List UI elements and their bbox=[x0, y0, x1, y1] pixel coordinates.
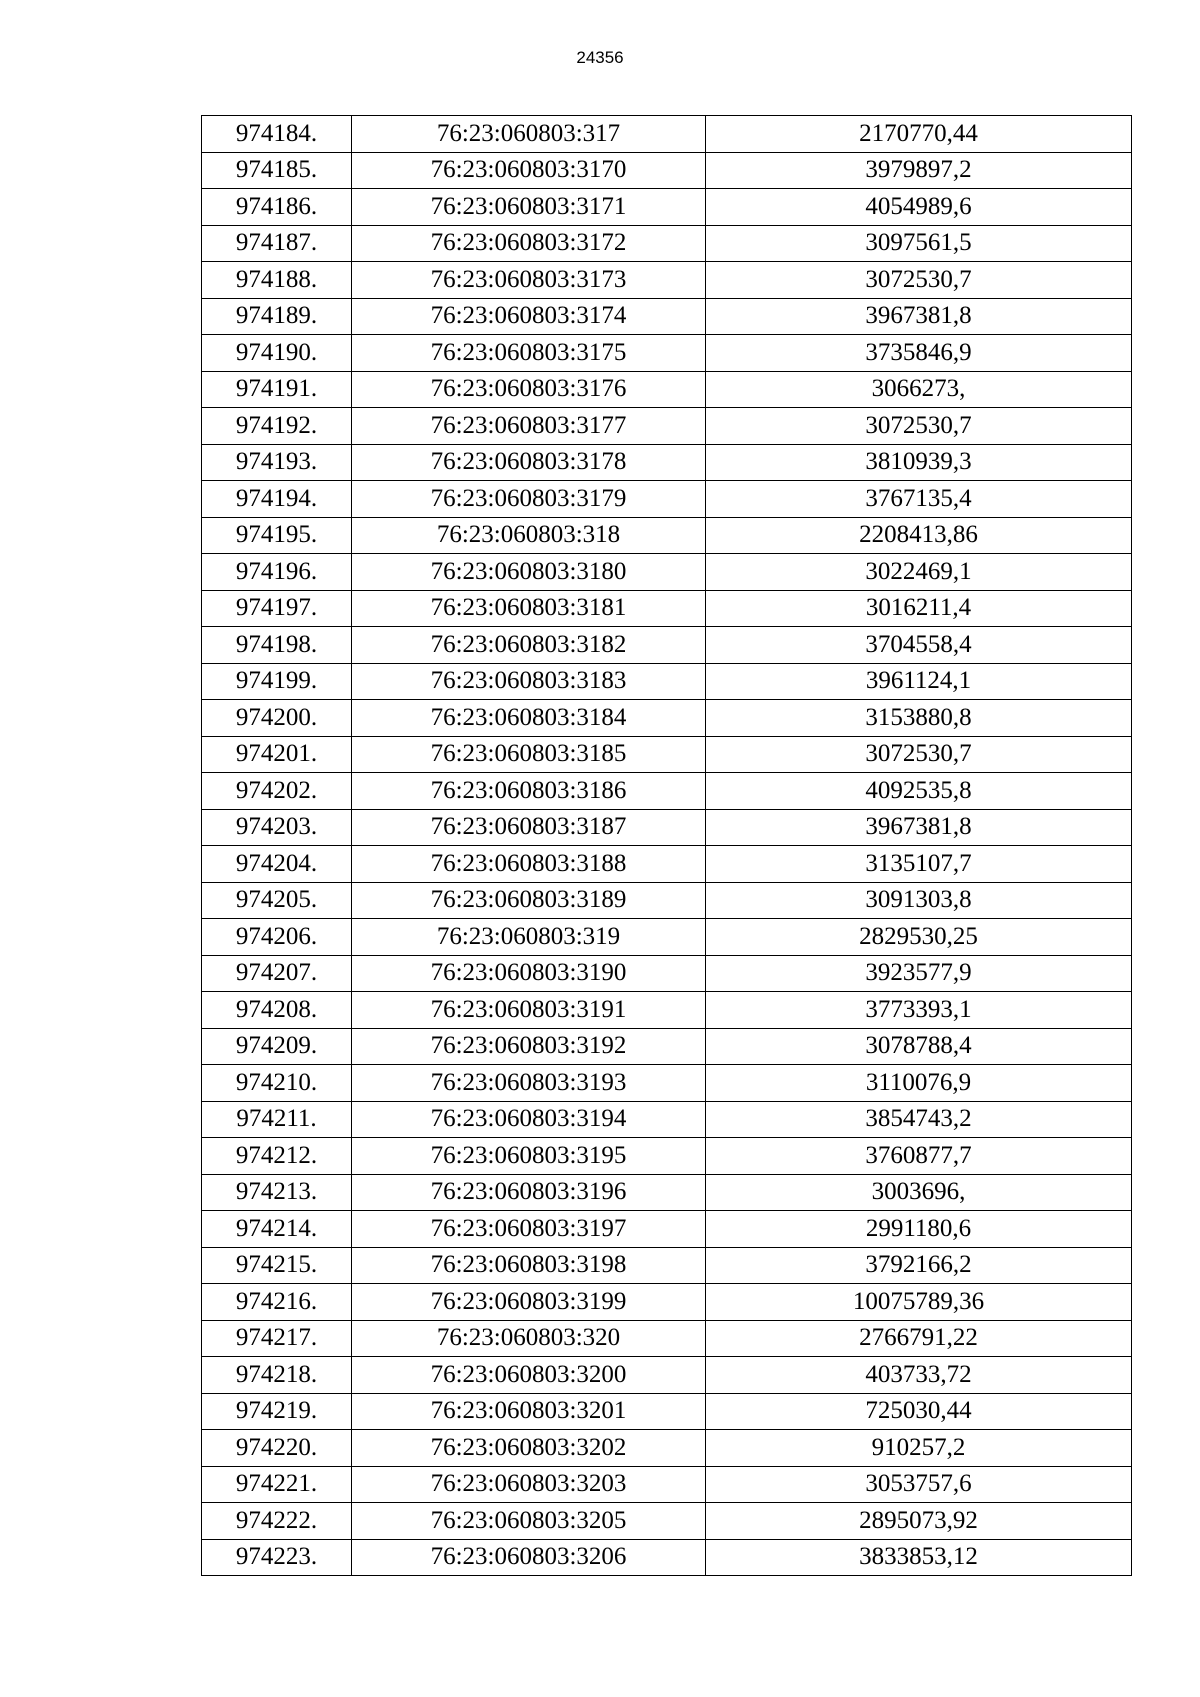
value-cell: 3066273, bbox=[706, 371, 1132, 408]
table-row bbox=[202, 298, 1132, 335]
cadastral-number-cell: 76:23:060803:3196 bbox=[352, 1174, 706, 1211]
cadastral-number-cell: 76:23:060803:3187 bbox=[352, 809, 706, 846]
table-row bbox=[202, 955, 1132, 992]
row-number-cell: 974216. bbox=[202, 1284, 352, 1321]
row-number-cell: 974205. bbox=[202, 882, 352, 919]
table-row bbox=[202, 225, 1132, 262]
value-cell: 3072530,7 bbox=[706, 736, 1132, 773]
row-number-cell: 974215. bbox=[202, 1247, 352, 1284]
cadastral-number-cell: 76:23:060803:3199 bbox=[352, 1284, 706, 1321]
cadastral-number-cell: 76:23:060803:3179 bbox=[352, 481, 706, 518]
row-number-cell: 974218. bbox=[202, 1357, 352, 1394]
row-number-cell: 974192. bbox=[202, 408, 352, 445]
row-number-cell: 974200. bbox=[202, 700, 352, 737]
row-number-cell: 974189. bbox=[202, 298, 352, 335]
row-number-cell: 974206. bbox=[202, 919, 352, 956]
value-cell: 2895073,92 bbox=[706, 1503, 1132, 1540]
value-cell: 3961124,1 bbox=[706, 663, 1132, 700]
row-number-cell: 974221. bbox=[202, 1466, 352, 1503]
value-cell: 2170770,44 bbox=[706, 116, 1132, 153]
cadastral-number-cell: 76:23:060803:3193 bbox=[352, 1065, 706, 1102]
value-cell: 3735846,9 bbox=[706, 335, 1132, 372]
cadastral-number-cell: 76:23:060803:3181 bbox=[352, 590, 706, 627]
table-row bbox=[202, 663, 1132, 700]
value-cell: 3053757,6 bbox=[706, 1466, 1132, 1503]
table-row bbox=[202, 773, 1132, 810]
row-number-cell: 974213. bbox=[202, 1174, 352, 1211]
cadastral-number-cell: 76:23:060803:317 bbox=[352, 116, 706, 153]
value-cell: 3967381,8 bbox=[706, 809, 1132, 846]
row-number-cell: 974217. bbox=[202, 1320, 352, 1357]
cadastral-number-cell: 76:23:060803:3201 bbox=[352, 1393, 706, 1430]
row-number-cell: 974204. bbox=[202, 846, 352, 883]
cadastral-number-cell: 76:23:060803:3178 bbox=[352, 444, 706, 481]
value-cell: 403733,72 bbox=[706, 1357, 1132, 1394]
page-number: 24356 bbox=[576, 48, 624, 67]
table-row bbox=[202, 1393, 1132, 1430]
cadastral-number-cell: 76:23:060803:3188 bbox=[352, 846, 706, 883]
table-row bbox=[202, 992, 1132, 1029]
table-row bbox=[202, 1138, 1132, 1175]
row-number-cell: 974196. bbox=[202, 554, 352, 591]
row-number-cell: 974201. bbox=[202, 736, 352, 773]
table-row bbox=[202, 554, 1132, 591]
value-cell: 3792166,2 bbox=[706, 1247, 1132, 1284]
row-number-cell: 974222. bbox=[202, 1503, 352, 1540]
row-number-cell: 974210. bbox=[202, 1065, 352, 1102]
value-cell: 3153880,8 bbox=[706, 700, 1132, 737]
table-row bbox=[202, 1503, 1132, 1540]
cadastral-number-cell: 76:23:060803:3180 bbox=[352, 554, 706, 591]
row-number-cell: 974219. bbox=[202, 1393, 352, 1430]
cadastral-number-cell: 76:23:060803:3192 bbox=[352, 1028, 706, 1065]
value-cell: 3072530,7 bbox=[706, 262, 1132, 299]
table-row bbox=[202, 335, 1132, 372]
value-cell: 3003696, bbox=[706, 1174, 1132, 1211]
table-row bbox=[202, 1284, 1132, 1321]
value-cell: 10075789,36 bbox=[706, 1284, 1132, 1321]
table-row bbox=[202, 882, 1132, 919]
cadastral-number-cell: 76:23:060803:3202 bbox=[352, 1430, 706, 1467]
value-cell: 3833853,12 bbox=[706, 1539, 1132, 1576]
cadastral-number-cell: 76:23:060803:3183 bbox=[352, 663, 706, 700]
table-row bbox=[202, 1211, 1132, 1248]
cadastral-number-cell: 76:23:060803:3173 bbox=[352, 262, 706, 299]
cadastral-number-cell: 76:23:060803:3174 bbox=[352, 298, 706, 335]
cadastral-number-cell: 76:23:060803:3191 bbox=[352, 992, 706, 1029]
row-number-cell: 974186. bbox=[202, 189, 352, 226]
value-cell: 3967381,8 bbox=[706, 298, 1132, 335]
table-row bbox=[202, 116, 1132, 153]
cadastral-number-cell: 76:23:060803:3176 bbox=[352, 371, 706, 408]
table-row bbox=[202, 1357, 1132, 1394]
table-row bbox=[202, 809, 1132, 846]
cadastral-number-cell: 76:23:060803:3194 bbox=[352, 1101, 706, 1138]
row-number-cell: 974223. bbox=[202, 1539, 352, 1576]
row-number-cell: 974191. bbox=[202, 371, 352, 408]
table-row bbox=[202, 627, 1132, 664]
row-number-cell: 974207. bbox=[202, 955, 352, 992]
cadastral-number-cell: 76:23:060803:3170 bbox=[352, 152, 706, 189]
row-number-cell: 974198. bbox=[202, 627, 352, 664]
cadastral-number-cell: 76:23:060803:3190 bbox=[352, 955, 706, 992]
row-number-cell: 974188. bbox=[202, 262, 352, 299]
value-cell: 2991180,6 bbox=[706, 1211, 1132, 1248]
row-number-cell: 974185. bbox=[202, 152, 352, 189]
cadastral-number-cell: 76:23:060803:3200 bbox=[352, 1357, 706, 1394]
table-row bbox=[202, 1466, 1132, 1503]
row-number-cell: 974187. bbox=[202, 225, 352, 262]
value-cell: 3135107,7 bbox=[706, 846, 1132, 883]
table-row bbox=[202, 1174, 1132, 1211]
value-cell: 3767135,4 bbox=[706, 481, 1132, 518]
value-cell: 3091303,8 bbox=[706, 882, 1132, 919]
table-row bbox=[202, 189, 1132, 226]
cadastral-number-cell: 76:23:060803:318 bbox=[352, 517, 706, 554]
cadastral-number-cell: 76:23:060803:3189 bbox=[352, 882, 706, 919]
cadastral-table bbox=[201, 115, 1132, 1576]
table-row bbox=[202, 444, 1132, 481]
cadastral-number-cell: 76:23:060803:3175 bbox=[352, 335, 706, 372]
value-cell: 3110076,9 bbox=[706, 1065, 1132, 1102]
value-cell: 3760877,7 bbox=[706, 1138, 1132, 1175]
table-row bbox=[202, 371, 1132, 408]
table-row bbox=[202, 1247, 1132, 1284]
table-row bbox=[202, 481, 1132, 518]
cadastral-number-cell: 76:23:060803:3182 bbox=[352, 627, 706, 664]
table-row bbox=[202, 1065, 1132, 1102]
table-row bbox=[202, 408, 1132, 445]
cadastral-number-cell: 76:23:060803:3171 bbox=[352, 189, 706, 226]
row-number-cell: 974193. bbox=[202, 444, 352, 481]
value-cell: 3854743,2 bbox=[706, 1101, 1132, 1138]
row-number-cell: 974184. bbox=[202, 116, 352, 153]
value-cell: 3810939,3 bbox=[706, 444, 1132, 481]
row-number-cell: 974209. bbox=[202, 1028, 352, 1065]
value-cell: 2208413,86 bbox=[706, 517, 1132, 554]
cadastral-number-cell: 76:23:060803:3206 bbox=[352, 1539, 706, 1576]
row-number-cell: 974212. bbox=[202, 1138, 352, 1175]
table-row bbox=[202, 1539, 1132, 1576]
row-number-cell: 974190. bbox=[202, 335, 352, 372]
value-cell: 3773393,1 bbox=[706, 992, 1132, 1029]
value-cell: 2829530,25 bbox=[706, 919, 1132, 956]
table-row bbox=[202, 919, 1132, 956]
cadastral-number-cell: 76:23:060803:3197 bbox=[352, 1211, 706, 1248]
table-row bbox=[202, 1430, 1132, 1467]
table-row bbox=[202, 846, 1132, 883]
cadastral-number-cell: 76:23:060803:3205 bbox=[352, 1503, 706, 1540]
row-number-cell: 974208. bbox=[202, 992, 352, 1029]
value-cell: 3979897,2 bbox=[706, 152, 1132, 189]
value-cell: 3016211,4 bbox=[706, 590, 1132, 627]
row-number-cell: 974214. bbox=[202, 1211, 352, 1248]
table-row bbox=[202, 517, 1132, 554]
value-cell: 3022469,1 bbox=[706, 554, 1132, 591]
value-cell: 3072530,7 bbox=[706, 408, 1132, 445]
row-number-cell: 974203. bbox=[202, 809, 352, 846]
table-body bbox=[202, 116, 1132, 1576]
value-cell: 725030,44 bbox=[706, 1393, 1132, 1430]
cadastral-number-cell: 76:23:060803:3177 bbox=[352, 408, 706, 445]
cadastral-number-cell: 76:23:060803:3195 bbox=[352, 1138, 706, 1175]
row-number-cell: 974194. bbox=[202, 481, 352, 518]
cadastral-number-cell: 76:23:060803:3186 bbox=[352, 773, 706, 810]
cadastral-number-cell: 76:23:060803:319 bbox=[352, 919, 706, 956]
value-cell: 3923577,9 bbox=[706, 955, 1132, 992]
value-cell: 910257,2 bbox=[706, 1430, 1132, 1467]
table-row bbox=[202, 1101, 1132, 1138]
value-cell: 2766791,22 bbox=[706, 1320, 1132, 1357]
row-number-cell: 974199. bbox=[202, 663, 352, 700]
row-number-cell: 974202. bbox=[202, 773, 352, 810]
table-row bbox=[202, 152, 1132, 189]
cadastral-number-cell: 76:23:060803:3203 bbox=[352, 1466, 706, 1503]
value-cell: 3078788,4 bbox=[706, 1028, 1132, 1065]
table-row bbox=[202, 1028, 1132, 1065]
table-row bbox=[202, 1320, 1132, 1357]
cadastral-number-cell: 76:23:060803:3198 bbox=[352, 1247, 706, 1284]
table-row bbox=[202, 262, 1132, 299]
value-cell: 3097561,5 bbox=[706, 225, 1132, 262]
table-row bbox=[202, 590, 1132, 627]
cadastral-number-cell: 76:23:060803:3184 bbox=[352, 700, 706, 737]
row-number-cell: 974195. bbox=[202, 517, 352, 554]
cadastral-number-cell: 76:23:060803:3172 bbox=[352, 225, 706, 262]
cadastral-number-cell: 76:23:060803:3185 bbox=[352, 736, 706, 773]
row-number-cell: 974197. bbox=[202, 590, 352, 627]
row-number-cell: 974211. bbox=[202, 1101, 352, 1138]
table-row bbox=[202, 736, 1132, 773]
row-number-cell: 974220. bbox=[202, 1430, 352, 1467]
value-cell: 3704558,4 bbox=[706, 627, 1132, 664]
cadastral-number-cell: 76:23:060803:320 bbox=[352, 1320, 706, 1357]
value-cell: 4054989,6 bbox=[706, 189, 1132, 226]
table-row bbox=[202, 700, 1132, 737]
value-cell: 4092535,8 bbox=[706, 773, 1132, 810]
